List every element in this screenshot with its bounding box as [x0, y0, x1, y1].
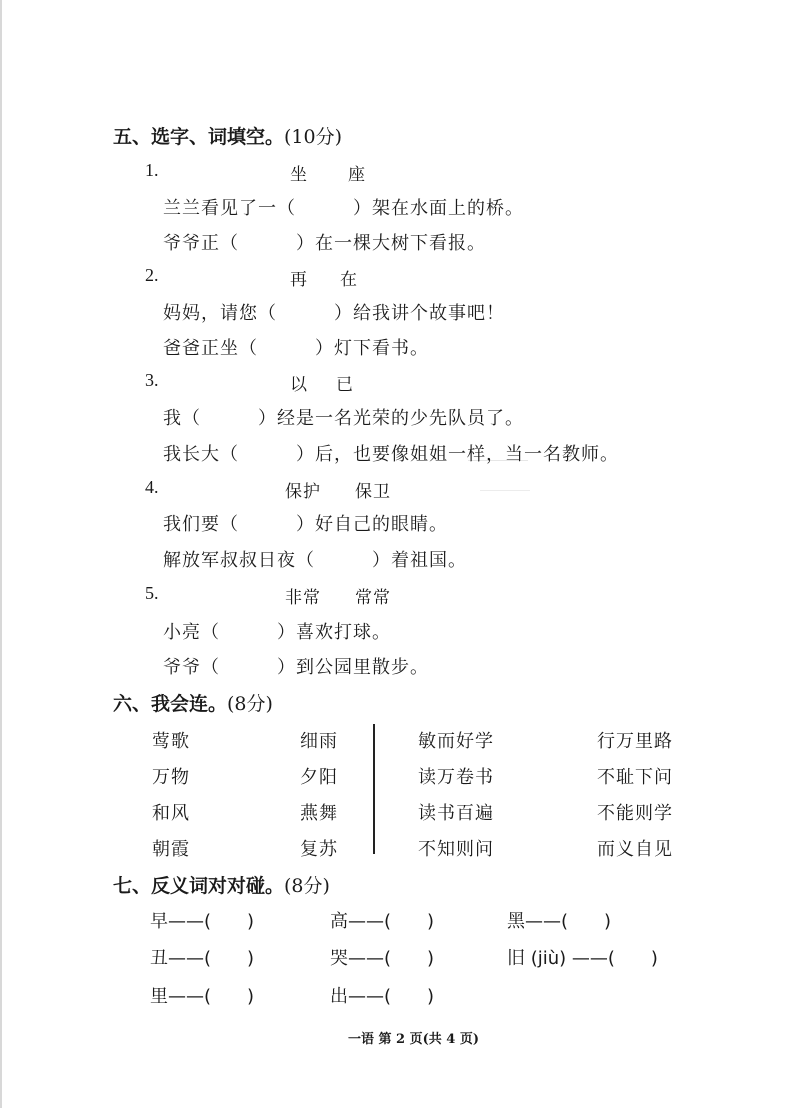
match-word: 燕舞: [300, 803, 338, 824]
fill-sentence: 我（ ）经是一名光荣的少先队员了。: [163, 408, 524, 429]
choice-word: 非常: [285, 588, 321, 608]
section5-header: [113, 122, 342, 149]
word-choices: [290, 265, 358, 290]
fill-sentence: 解放军叔叔日夜（ ）着祖国。: [163, 550, 467, 571]
match-word: 细雨: [300, 731, 338, 752]
section6-title: 六、我会连。: [113, 693, 228, 715]
antonym-item: 里——( ): [150, 986, 255, 1007]
choice-word: 座: [348, 165, 366, 185]
match-phrase: 而义自见: [597, 839, 673, 860]
match-word: 万物: [152, 767, 190, 788]
question-number: 1.: [145, 160, 159, 180]
antonym-item: 出——( ): [330, 986, 435, 1007]
choice-word: 保卫: [355, 482, 391, 502]
match-word: 莺歌: [152, 731, 190, 752]
match-phrase: 读书百遍: [418, 803, 494, 824]
choice-word: 在: [340, 270, 358, 290]
antonym-item: 高——( ): [330, 911, 435, 932]
match-word: 夕阳: [300, 767, 338, 788]
question-number: 3.: [145, 370, 159, 390]
match-word: 朝霞: [152, 839, 190, 860]
match-phrase: 不能则学: [597, 803, 673, 824]
match-phrase: 不知则问: [418, 839, 494, 860]
fill-sentence: 爸爸正坐（ ）灯下看书。: [163, 338, 429, 359]
word-choices: [290, 370, 354, 395]
antonym-item: 旧 (jiù) ——( ): [507, 948, 658, 969]
match-phrase: 读万卷书: [418, 767, 494, 788]
match-phrase: 不耻下问: [597, 767, 673, 788]
section5-title: 五、选字、词填空。: [113, 126, 285, 148]
choice-word: 常常: [355, 588, 391, 608]
antonym-item: 哭——( ): [330, 948, 435, 969]
section7-header: [113, 871, 330, 898]
section6-score: (8分): [227, 693, 273, 715]
fill-sentence: 我长大（ ）后，也要像姐姐一样，当一名教师。: [163, 444, 619, 465]
choice-word: 再: [290, 270, 308, 290]
antonym-item: 黑——( ): [507, 911, 612, 932]
antonym-item: 早——( ): [150, 911, 255, 932]
choice-word: 保护: [285, 482, 321, 502]
question-number: 2.: [145, 265, 159, 285]
fill-sentence: 我们要（ ）好自己的眼睛。: [163, 514, 448, 535]
column-divider: [373, 724, 375, 854]
antonym-item: 丑——( ): [150, 948, 255, 969]
word-choices: [290, 160, 366, 185]
match-word: 复苏: [300, 839, 338, 860]
question-number: 5.: [145, 583, 159, 603]
fill-sentence: 妈妈，请您（ ）给我讲个故事吧！: [163, 303, 505, 324]
fill-sentence: 爷爷正（ ）在一棵大树下看报。: [163, 233, 486, 254]
section5-score: (10分): [284, 126, 343, 148]
question-number: 4.: [145, 477, 159, 497]
page-edge: [0, 0, 2, 1108]
match-phrase: 行万里路: [597, 731, 673, 752]
choice-word: 坐: [290, 165, 308, 185]
section7-score: (8分): [284, 875, 330, 897]
bleed-through-mark: [480, 490, 530, 505]
fill-sentence: 小亮（ ）喜欢打球。: [163, 622, 391, 643]
choice-word: 已: [336, 375, 354, 395]
page-footer: 一语 第 2 页(共 4 页): [348, 1032, 480, 1047]
word-choices: [285, 583, 391, 608]
match-word: 和风: [152, 803, 190, 824]
fill-sentence: 兰兰看见了一（ ）架在水面上的桥。: [163, 198, 524, 219]
section6-header: [113, 689, 273, 716]
word-choices: [285, 477, 391, 502]
choice-word: 以: [290, 375, 308, 395]
fill-sentence: 爷爷（ ）到公园里散步。: [163, 657, 429, 678]
section7-title: 七、反义词对对碰。: [113, 875, 285, 897]
match-phrase: 敏而好学: [418, 731, 494, 752]
